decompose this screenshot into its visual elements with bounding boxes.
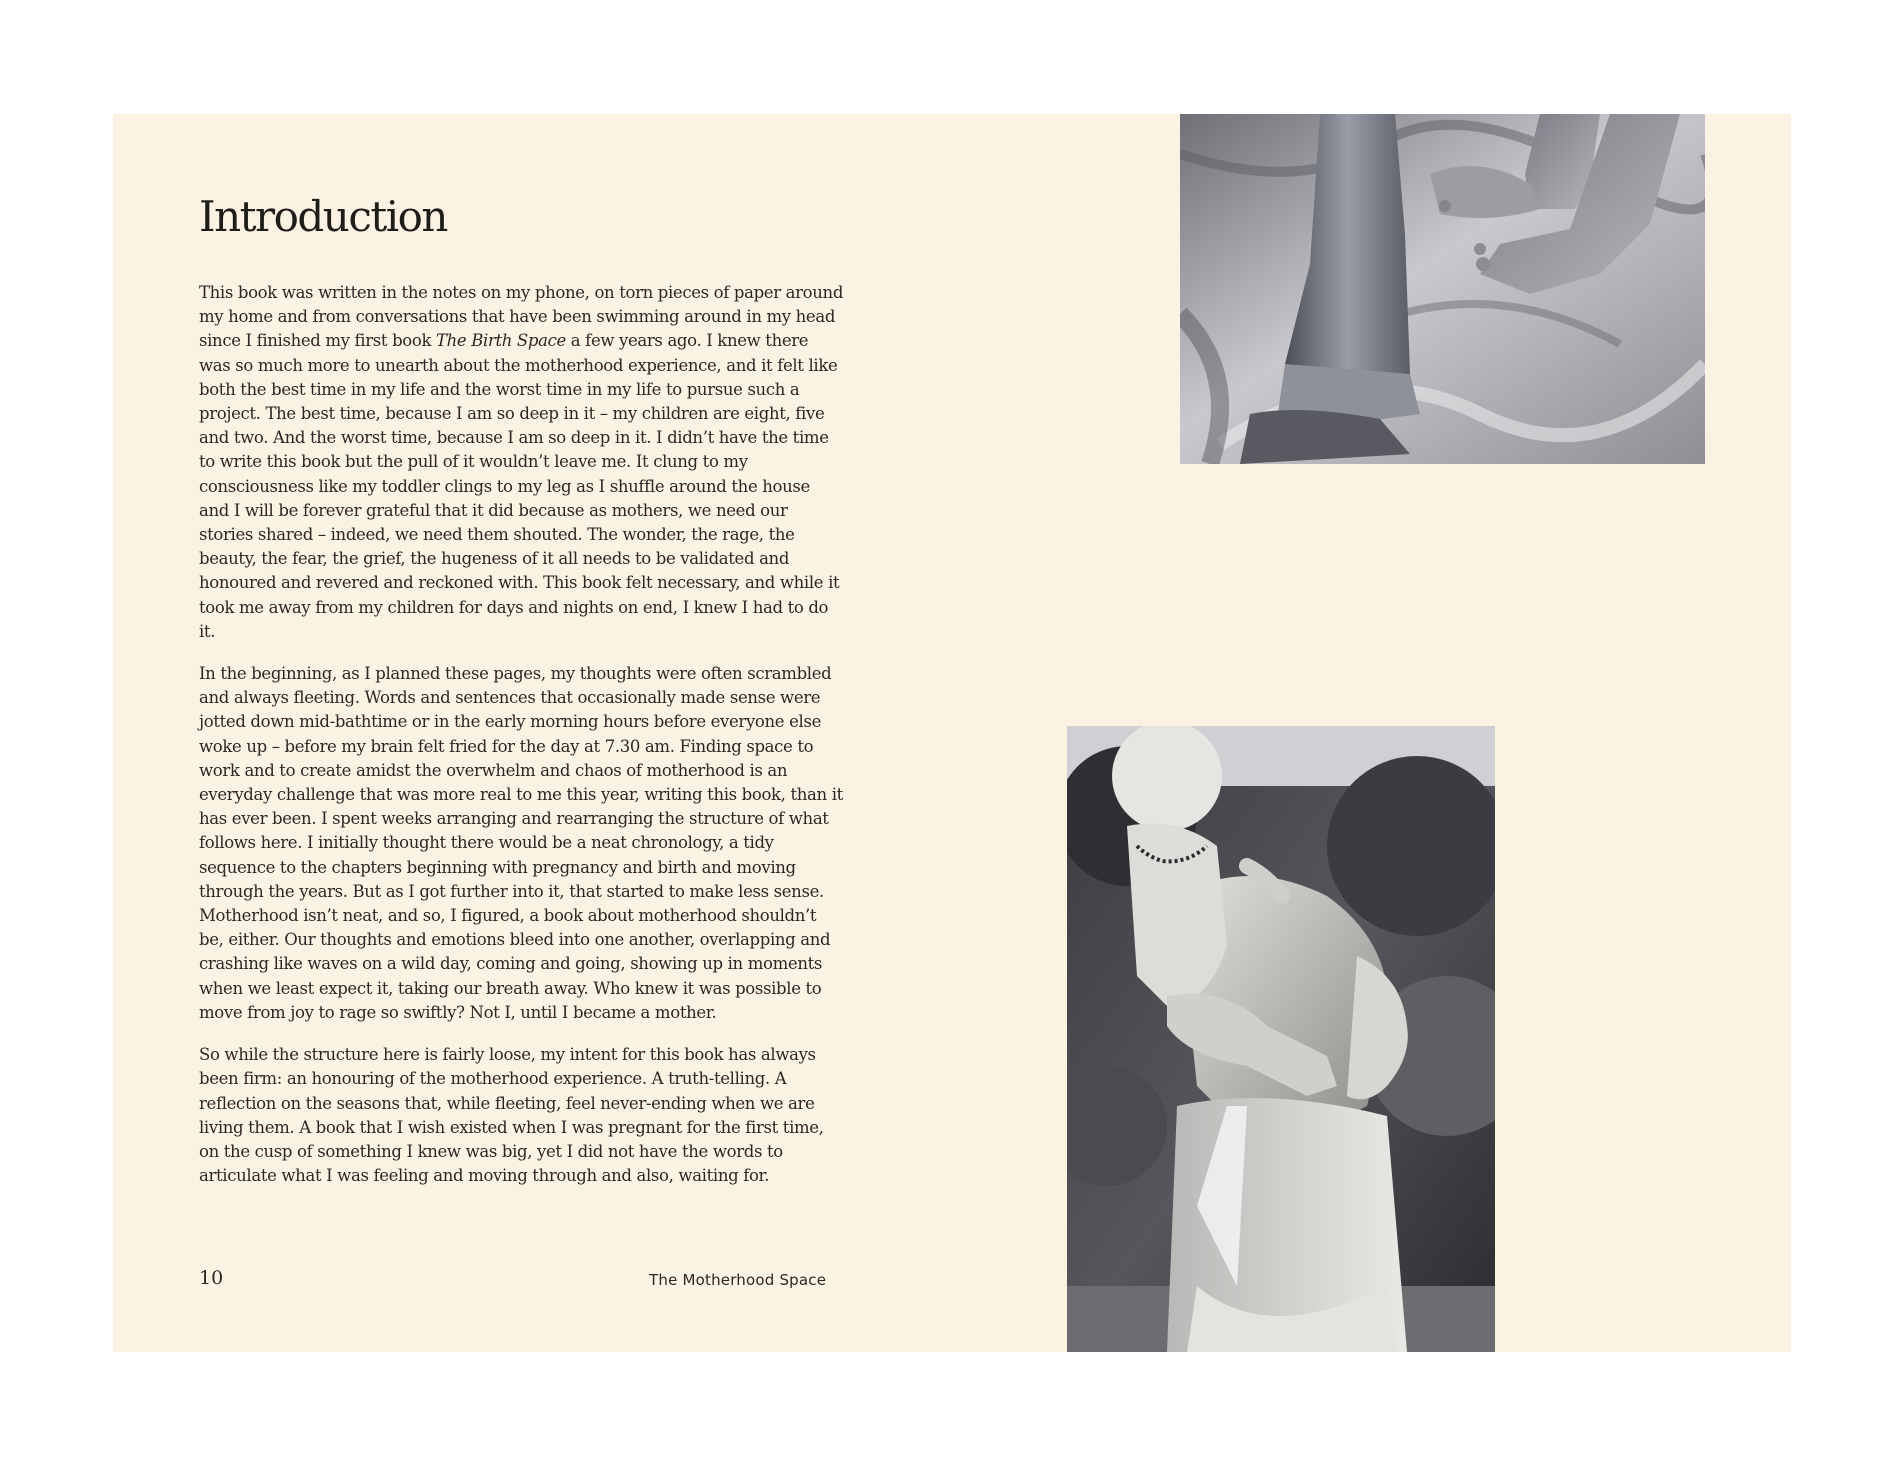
page-number: 10: [199, 1267, 224, 1289]
paragraph-1: [199, 281, 844, 644]
paragraph-1-end: a few years ago. I knew there was so much more to unearth about the motherhood experience, and it felt like both the best time in my life and the worst time in my life to pursue such a project. The best time, because I am so deep in it – my children are eight, five and two. And the worst time, because I am so deep in it. I didn’t have the time to write this book but the pull of it wouldn’t leave me. It clung to my consciousness like my toddler clings to my leg as I shuffle around the house and I will be forever grateful that it did because as mothers, we need our stories shared – indeed, we need them shouted. The wonder, the rage, the beauty, the fear, the grief, the hugeness of it all needs to be validated and honoured and revered and reckoned with. This book felt necessary, and while it took me away from my children for days and nights on end, I knew I had to do it.: [199, 331, 840, 641]
paragraph-1-start: This book was written in the notes on my phone, on torn pieces of paper around my home and from conversations that have been swimming around in my head since I finished my first book: [199, 283, 844, 351]
paragraph-2: In the beginning, as I planned these pages, my thoughts were often scrambled and always fleeting. Words and sentences that occasionally made sense were jotted down mid-bathtime or in the early morning hours before everyone else woke up – before my brain felt fried for the day at 7.30 am. Finding space to work and to create amidst the overwhelm and chaos of motherhood is an everyday challenge that was more real to me this year, writing this book, than it has ever been. I spent weeks arranging and rearranging the structure of what follows here. I initially thought there would be a neat chronology, a tidy sequence to the chapters beginning with pregnancy and birth and moving through the years. But as I got further into it, that started to make less sense. Motherhood isn’t neat, and so, I figured, a book about motherhood shouldn’t be, either. Our thoughts and emotions bleed into one another, overlapping and crashing like waves on a wild day, coming and going, showing up in moments when we least expect it, taking our breath away. Who knew it was possible to move from joy to rage so swiftly? Not I, until I became a mother.: [199, 664, 843, 1022]
photo-feet-on-bed-image: [1180, 114, 1705, 464]
photo-feet-on-bed: [1180, 114, 1705, 464]
book-spread: [113, 114, 1791, 1352]
photo-mother-with-baby-image: [1067, 726, 1495, 1352]
page-title: Introduction: [199, 192, 447, 241]
body-text: [199, 281, 844, 1206]
running-footer-title: The Motherhood Space: [649, 1271, 827, 1289]
book-title-italic: The Birth Space: [436, 331, 566, 351]
photo-mother-with-baby: [1067, 726, 1495, 1352]
paragraph-3: So while the structure here is fairly loose, my intent for this book has always been firm: an honouring of the motherhood experience. A truth-telling. A reflection on the seasons that, while fleeting, feel never-ending when we are living them. A book that I wish existed when I was pregnant for the first time, on the cusp of something I knew was big, yet I did not have the words to articulate what I was feeling and moving through and also, waiting for.: [199, 1045, 824, 1186]
